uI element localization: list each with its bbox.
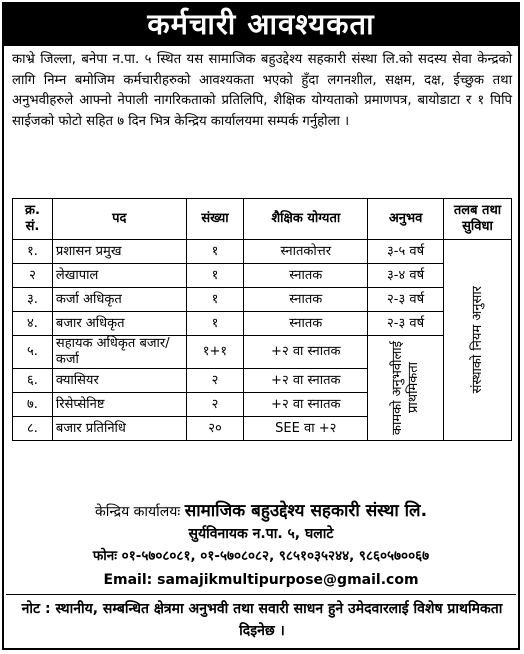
cell-count: १ [186,288,244,312]
experience-merged-text: कामको अनुभवीलाई प्राथमिकता [389,340,421,436]
cell-sn: ५. [13,336,53,369]
cell-post: बजार प्रतिनिधि [52,417,186,441]
email-address: Email: samajikmultipurpose@gmail.com [103,572,419,588]
cell-qualification: SEE वा +२ [244,417,368,441]
table-header-row [13,199,512,240]
vacancy-table [12,198,512,441]
cell-count: २ [186,393,244,417]
cell-experience: २-३ वर्ष [368,312,444,336]
cell-experience: ३-४ वर्ष [368,264,444,288]
header-experience: अनुभव [368,199,444,240]
cell-post: सहायक अधिकृत बजार/कर्जा [52,336,186,369]
note-text: नोट : स्थानीय, सम्बन्धित क्षेत्रमा अनुभवी तथा सवारी साधन हुने उमेदवारलाई विशेष प्राथमिकता दिइनेछ । [21,601,503,639]
footer-divider [6,594,516,595]
cell-experience: २-३ वर्ष [368,288,444,312]
cell-sn: २ [13,264,53,288]
organization-name: सामाजिक बहुउद्देश्य सहकारी संस्था लि. [184,501,428,521]
cell-count: २ [186,369,244,393]
cell-sn: १. [13,240,53,264]
cell-sn: ६. [13,369,53,393]
cell-count: २० [186,417,244,441]
cell-qualification: +२ वा स्नातक [244,393,368,417]
cell-qualification: +२ वा स्नातक [244,369,368,393]
phone-numbers: फोनः ०१-५७०८०८१, ०१-५७०८०८२, ९८५१०३५२४४, ९८६०५७००६७ [92,548,430,564]
cell-post: क्यासियर [52,369,186,393]
cell-sn: ३. [13,288,53,312]
table-row [13,336,512,369]
table-row [13,240,512,264]
cell-count: १ [186,312,244,336]
cell-qualification: स्नातक [244,264,368,288]
page-title: कर्मचारी आवश्यकता [2,2,520,46]
cell-sn: ४. [13,312,53,336]
cell-sn: ७. [13,393,53,417]
salary-merged-text: संस्थाको नियम अनुसार [469,286,485,394]
cell-post: रिसेप्सेनिष्ट [52,393,186,417]
header-count: संख्या [186,199,244,240]
cell-post: लेखापाल [52,264,186,288]
cell-post: बजार अधिकृत [52,312,186,336]
cell-experience: ३-५ वर्ष [368,240,444,264]
cell-sn: ८. [13,417,53,441]
header-post: पद [52,199,186,240]
cell-count: १+१ [186,336,244,369]
cell-qualification: स्नातकोत्तर [244,240,368,264]
table-row [13,312,512,336]
header-sn: क्र. सं. [13,199,53,240]
table-row [13,288,512,312]
header-salary: तलब तथा सुविधा [444,199,512,240]
cell-qualification: स्नातक [244,288,368,312]
cell-experience-merged [368,336,444,441]
header-qualification: शैक्षिक योग्यता [244,199,368,240]
cell-post: कर्जा अधिकृत [52,288,186,312]
cell-salary-merged [444,240,512,441]
intro-paragraph: काभ्रे जिल्ला, बनेपा न.पा. ५ स्थित यस सामाजिक बहुउद्देश्य सहकारी संस्था लि.को सदस्य सेवा केन्द्रको लागि निम्न बमोजिम कर्मचारीहरुको आवश्यकता भएको हुँदा लगनशील, सक्षम, दक्ष, ईच्छुक तथा अनुभवीहरुले आफ्नो नेपाली नागरिकताको प्रतिलिपि, शैक्षिक योग्यताको प्रमाणपत्र, बायोडाटा र १ पिपि साईजको फोटो सहित ७ दिन भित्र केन्द्रिय कार्यालयमा सम्पर्क गर्नुहोला । [12,52,512,129]
office-address: सुर्यविनायक न.पा. ५, घलाटे [188,526,334,542]
cell-post: प्रशासन प्रमुख [52,240,186,264]
table-row [13,264,512,288]
cell-count: १ [186,240,244,264]
cell-qualification: +२ वा स्नातक [244,336,368,369]
cell-qualification: स्नातक [244,312,368,336]
office-label: केन्द्रिय कार्यालयः [94,504,181,520]
central-office [2,500,520,523]
cell-count: १ [186,264,244,288]
